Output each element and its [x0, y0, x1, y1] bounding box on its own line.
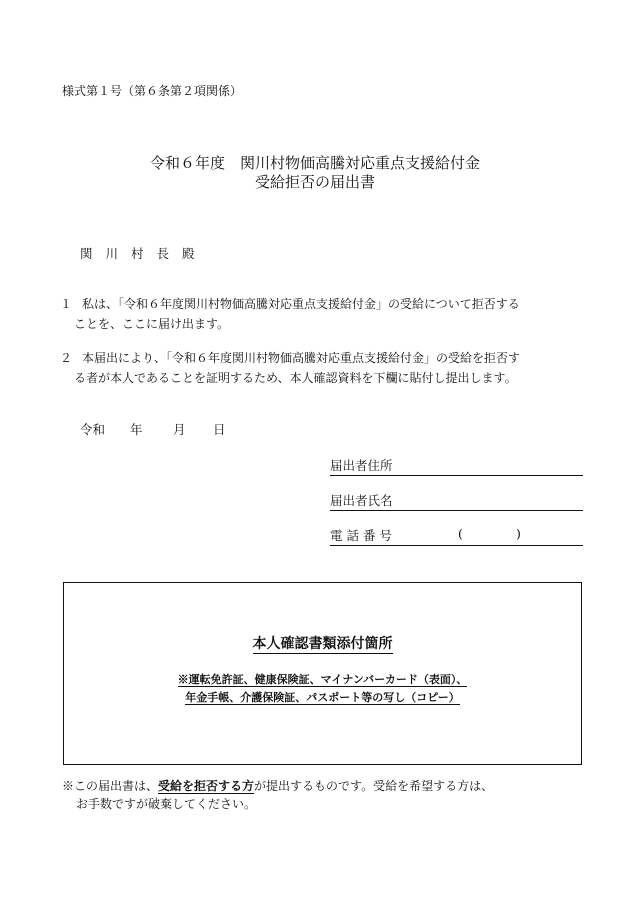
- phone-field[interactable]: [330, 526, 583, 546]
- item-text-line1: 私は、「令和６年度関川村物価高騰対応重点支援給付金」の受給について拒否する: [82, 297, 520, 311]
- footnote-emphasis: 受給を拒否する方: [158, 779, 255, 793]
- date-era: 令和: [80, 422, 106, 437]
- date-year: 年: [130, 422, 143, 437]
- document-title: 令和６年度 関川村物価高騰対応重点支援給付金: [149, 154, 480, 172]
- footnote-suffix: が提出するものです。受給を希望する方は、: [254, 779, 494, 793]
- statement-item-2: [60, 348, 600, 388]
- addressee: 関川村長殿: [80, 246, 208, 261]
- name-field[interactable]: [330, 491, 583, 511]
- footnote: [62, 777, 582, 813]
- item-text-line2: る者が本人であることを証明するため、本人確認資料を下欄に貼付し提出します。: [74, 371, 517, 385]
- attachment-note-line1: ※運転免許証、健康保険証、マイナンバーカード（表面）、: [177, 673, 468, 686]
- date-day: 日: [213, 422, 226, 437]
- phone-label: 電話番号: [330, 528, 397, 543]
- date-line: [80, 420, 226, 438]
- document-subtitle: 受給拒否の届出書: [254, 173, 375, 191]
- item-text-line1: 本届出により、「令和６年度関川村物価高騰対応重点支援給付金」の受給を拒否す: [82, 351, 521, 365]
- attachment-title: 本人確認書類添付箇所: [252, 636, 393, 652]
- attachment-note-line2: 年金手帳、介護保険証、パスポート等の写し（コピー）: [185, 691, 460, 704]
- name-label: 届出者氏名: [330, 493, 393, 508]
- item-number: ２: [60, 351, 73, 365]
- address-field[interactable]: [330, 456, 583, 476]
- phone-paren-close: ): [516, 526, 521, 541]
- item-number: １: [60, 297, 73, 311]
- statement-item-1: [60, 294, 600, 334]
- id-attachment-box: [63, 582, 582, 765]
- footnote-prefix: ※この届出書は、: [62, 779, 159, 793]
- date-month: 月: [173, 422, 186, 437]
- address-label: 届出者住所: [330, 458, 393, 473]
- phone-paren-open: (: [458, 526, 463, 541]
- form-number: 様式第１号（第６条第２項関係）: [62, 84, 243, 98]
- footnote-line2: お手数ですが破棄してください。: [76, 797, 257, 811]
- item-text-line2: ことを、ここに届け出ます。: [74, 317, 230, 331]
